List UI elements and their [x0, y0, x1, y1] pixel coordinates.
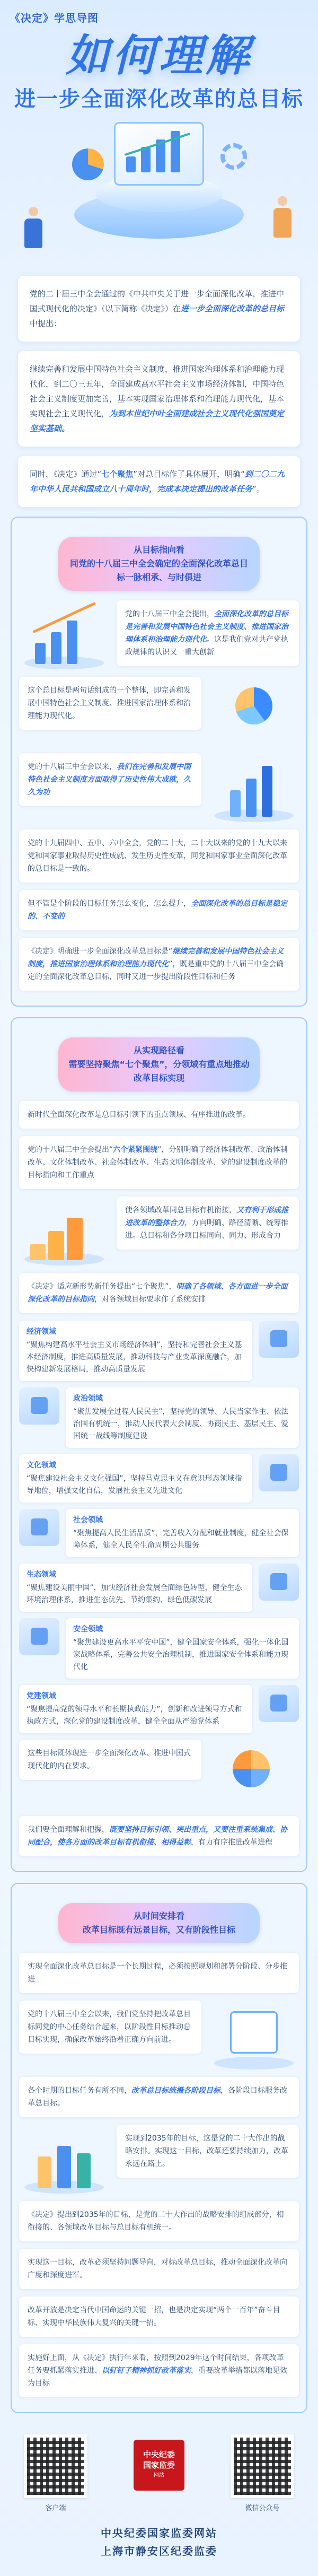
highlight-text: 全面深化改革的总目标是完善和发展中国特色社会主义制度、推进国家治理体系和治理能力现代化 [125, 610, 288, 644]
intro-card-3 [18, 456, 300, 507]
gear-icon [220, 143, 247, 170]
body-text: 这个总目标是两句话组成的一个整体，即完善和发展中国特色社会主义制度、推进国家治理体系和治理能力现代化。 [28, 686, 191, 720]
goal-label: 经济领域 [26, 1328, 56, 1336]
economy-icon [259, 1321, 299, 1358]
content-row [19, 2001, 299, 2069]
text-box [19, 1740, 201, 1780]
body-text: ，各阶段目标服务改革总目标。 [28, 2086, 287, 2108]
text-box [19, 890, 299, 930]
content-row [19, 2077, 299, 2117]
content-row [19, 677, 299, 746]
page-subtitle: 进一步全面深化改革的总目标 [14, 87, 304, 111]
content-row [19, 2344, 299, 2397]
culture-icon [259, 1454, 299, 1491]
content-row [19, 2201, 299, 2241]
section-subtitle: 同党的十八届三中全会确定的全面深化改革总目标一脉相承、与时俱进 [69, 558, 248, 582]
stairs-illustration [19, 1197, 109, 1265]
ecology-icon [259, 1564, 299, 1601]
goal-text: “聚焦提高党的领导水平和长期执政能力”，创新和改进领导方式和执政方式，深化党的建设制度改革，健全全面从严治党体系 [26, 1705, 242, 1726]
text-box [19, 938, 299, 991]
body-text: ，重要改革举措都以落地见效为目标 [28, 2367, 287, 2388]
text-box [19, 2001, 201, 2054]
bar-illustration [209, 753, 299, 822]
highlight-text: 六个紧紧围绕 [113, 1146, 158, 1154]
hero-illustration [64, 111, 254, 255]
intro-text: 同时，《决定》通过“ [30, 469, 102, 479]
goal-label: 党建领域 [26, 1692, 56, 1700]
highlight-text: 改革总目标统摄各阶段目标 [131, 2086, 220, 2095]
content-row [19, 2249, 299, 2289]
body-text: ”，分别明确了经济体制改革、政治体制改革、文化体制改革、社会体制改革、生态文明体制改革、党的建设制度改革的目标指向和工作重点 [28, 1146, 288, 1180]
goal-item-security [19, 1618, 299, 1679]
body-text: 改革开放是决定当代中国命运的关键一招，也是决定实现“两个一百年”奋斗目标、实现中华民族伟大复兴的关键一招。 [28, 2306, 280, 2327]
intro-highlight: 进一步全面深化改革的总目标 [181, 304, 285, 313]
content-row [19, 938, 299, 991]
content-row [19, 829, 299, 883]
goal-text: “聚焦提高人民生活品质”，完善收入分配和就业制度，健全社会保障体系，健全人民全生命周期公共服务 [73, 1529, 289, 1550]
site-logo [134, 2440, 184, 2491]
goal-label: 生态领域 [26, 1570, 56, 1579]
politics-icon [19, 1387, 59, 1425]
content-row [19, 753, 299, 822]
footer [0, 2434, 318, 2576]
body-text: ，对各领域目标要求作了系统安排 [94, 1295, 206, 1304]
text-box [19, 1953, 299, 1993]
text-box [117, 600, 299, 666]
text-box [19, 829, 299, 883]
society-icon [19, 1509, 59, 1546]
section-title: 从时间安排看 [133, 1911, 184, 1921]
qr-code[interactable] [231, 2434, 294, 2498]
content-row [19, 1816, 299, 1856]
text-box [19, 2344, 299, 2397]
goal-text: “聚焦建设美丽中国”，加快经济社会发展全面绿色转型，健全生态环境治理体系，推进生态优先、节约集约、绿色低碳发展 [26, 1584, 242, 1604]
body-text: 实施好上面，从《决定》执行年来看，按照到2029年这个时间结果，各项改革任务要抓紧落实推进、 [28, 2354, 284, 2375]
highlight-text: 全面深化改革的总目标是稳定的、不变的 [28, 900, 287, 921]
section-header [58, 537, 260, 591]
puzzle-icon [233, 1750, 270, 1787]
text-box [117, 2125, 299, 2178]
body-text: 党的十九届四中、五中、六中全会，党的二十大，二十大以来的党的十九大以来党和国家事业取得历史性成就、发生历史性变革，同党和国家事业全面深化改革的总目标是一致的。 [28, 839, 287, 873]
body-text: 党的十八届三中全会提出“ [28, 1146, 113, 1154]
board-bar [141, 147, 151, 172]
content-row [19, 2296, 299, 2337]
content-row [19, 1197, 299, 1265]
person-figure [270, 196, 295, 244]
puzzle-illustration [209, 1740, 299, 1809]
text-box [19, 1273, 299, 1313]
goal-item-society [19, 1509, 299, 1557]
content-row [19, 600, 299, 669]
content-row [19, 1953, 299, 1993]
content-row [19, 1273, 299, 1313]
body-text: 实现全面深化改革总目标是一个长期过程，必须按照规划和部署分阶段、分步推进 [28, 1962, 287, 1984]
body-text: 党的十八届三中全会提出， [125, 610, 214, 618]
body-text: 实现这一目标，改革必须坚持问题导向，对标改革总目标，推动全面深化改革向广度和深度进军。 [28, 2258, 287, 2280]
intro-card-1 [18, 276, 300, 342]
goal-item-ecology [19, 1564, 299, 1612]
goal-label: 社会领域 [73, 1516, 103, 1524]
body-text: 这些目标既体现进一步全面深化改革、推进中国式现代化的内在要求。 [28, 1749, 191, 1770]
goal-text: “聚焦发展全过程人民民主”，坚持党的领导、人民当家作主、依法治国有机统一，推动人民代表大会制度、协商民主、基层民主、爱国统一战线等制度建设 [73, 1408, 289, 1440]
section-timeline [11, 1883, 307, 2413]
section-header [58, 1037, 260, 1091]
text-box [117, 1197, 299, 1250]
body-text: ，方向明确、路径清晰、统筹推进。总目标和各分项目标同向、同力、形成合力 [125, 1219, 288, 1240]
intro-text: 继续完善和发展中国特色社会主义制度，推进国家治理体系和治理能力现代化，到二〇三五年，全面建成高水平社会主义市场经济体制，中国特色社会主义制度更加完善，基本实现国家治理体系和治理能力现代化，基本实现社会主义现代化， [30, 364, 285, 418]
intro-highlight: 到二〇二九年中华人民共和国成立八十周年时，完成本决定提出的改革任务 [30, 469, 285, 494]
body-text: 《决定》适应新形势新任务提出“七个聚焦”， [28, 1282, 176, 1291]
goal-item-economy [19, 1321, 299, 1381]
goal-text: “聚焦构建高水平社会主义市场经济体制”，坚持和完善社会主义基本经济制度，推进高质量发展，推动科技与产业变革深度融合，加快构建新发展格局，推动高质量发展 [26, 1341, 242, 1374]
goal-item-politics [19, 1387, 299, 1448]
person-figure [21, 207, 46, 255]
highlight-text: 又有利于形成推进改革的整体合力 [125, 1206, 288, 1227]
body-text: 我们要全面理解和把握， [28, 1826, 109, 1834]
body-text: 使各领域改革同总目标有机衔接， [125, 1206, 236, 1215]
intro-text: ”。 [252, 484, 264, 494]
intro-text: ”对总目标作了具体展开，明确“ [133, 469, 245, 479]
footer-org [16, 2524, 302, 2560]
body-text: 各个时期的目标任务有所不同， [28, 2086, 131, 2095]
text-box [19, 2201, 299, 2241]
intro-text: 中提出： [30, 319, 62, 328]
body-text: 党的十八届三中全会以来， [28, 763, 117, 771]
goal-item-party-building [19, 1685, 299, 1733]
content-row [19, 2125, 299, 2194]
qr-caption: 客户端 [45, 2504, 66, 2512]
section-title: 从实现路径看 [133, 1045, 184, 1055]
section-goal-direction [11, 517, 307, 1007]
intro-highlight: 为到本世纪中叶全面建成社会主义现代化强国奠定坚实基础。 [30, 409, 285, 433]
goal-label: 政治领域 [73, 1394, 103, 1403]
goal-label: 安全领域 [73, 1625, 103, 1634]
text-box [19, 2077, 299, 2117]
body-text: ”，既是重申党的十八届三中全会确定的全面深化改革总目标，同时又进一步提出阶段性目标和任务 [28, 960, 284, 981]
header [0, 0, 318, 276]
body-text: 实现到2035年的目标，这是党的二十大作出的战略安排。实现这一目标，改革还要持续加力，改革永远在路上。 [125, 2134, 288, 2168]
content-row [19, 1740, 299, 1809]
intro-card-2 [18, 351, 300, 447]
qr-row [16, 2434, 302, 2512]
section-implementation-path [11, 1017, 307, 1872]
qr-client [16, 2434, 95, 2512]
text-box [19, 677, 201, 730]
section-subtitle: 改革目标既有远景目标，又有阶段性目标 [82, 1925, 235, 1935]
highlight-text: 我们在完善和发展中国特色社会主义制度方面取得了历史性伟大成就，久久为功 [28, 763, 191, 797]
growth-illustration [19, 600, 109, 669]
body-text: 。这是我们党对共产党执政规律的认识又一重大创新 [125, 635, 288, 657]
text-box [19, 2249, 299, 2289]
org-name: 上海市静安区纪委监委 [101, 2545, 217, 2557]
logo-text: 国家监委 [143, 2460, 175, 2470]
donut-chart-icon [235, 687, 272, 724]
section-title: 从目标指向看 [133, 545, 184, 555]
highlight-text: 以钉钉子精神抓好改革落实 [102, 2367, 191, 2375]
logo-text: 中央纪委 [143, 2450, 175, 2459]
series-tag: 《决定》学思导图 [10, 12, 99, 24]
qr-wechat [223, 2434, 302, 2512]
text-box [19, 2296, 299, 2337]
goal-text: “聚焦建设社会主义文化强国”，坚持马克思主义在意识形态领域指导地位，增强文化自信，发展社会主义先进文化 [26, 1474, 242, 1495]
goal-item-culture [19, 1454, 299, 1503]
intro-text: 党的二十届三中全会通过的《中共中央关于进一步全面深化改革、推进中国式现代化的决定》（以下简称《决定》）在 [30, 289, 285, 313]
content-row [19, 1136, 299, 1189]
section-header [58, 1903, 260, 1943]
text-box [19, 1136, 299, 1189]
section-subtitle: 需要坚持聚焦“七个聚焦”，分领域有重点地推动改革目标实现 [68, 1059, 250, 1083]
body-text: 《决定》提出到2035年的目标，是党的二十大作出的战略安排的组成部分，相衔接的、各领域改革目标与总目标有机统一。 [28, 2211, 284, 2232]
qr-caption: 微信公众号 [245, 2504, 280, 2512]
calendar-icon [230, 2011, 278, 2054]
body-text: 党的十八届三中全会以来，我们党坚持把改革总目标同党的中心任务结合起来，以阶段性目标推动总目标实现，确保改革始终沿着正确方向前进。 [28, 2010, 191, 2044]
highlight-text: 既要坚持目标引领、突出重点，又要注重系统集成、协同配合，使各方面的改革目标有机衔接、相得益彰 [28, 1826, 287, 1847]
board-bar [126, 156, 136, 172]
body-text: 《决定》明确进一步全面深化改革总目标是“ [28, 947, 173, 956]
body-text: ，有力有序推进改革进程 [191, 1838, 272, 1847]
body-text: 新时代全面深化改革是总目标引领下的重点领域、有序推进的改革。 [28, 1111, 250, 1119]
goal-label: 文化领域 [26, 1461, 56, 1470]
org-name: 中央纪委国家监委网站 [101, 2527, 217, 2539]
intro-highlight: 七个聚焦 [101, 469, 134, 479]
party-icon [259, 1685, 299, 1722]
shield-icon [19, 1618, 59, 1655]
logo-text: 网站 [154, 2473, 164, 2478]
highlight-text: 继续完善和发展中国特色社会主义制度，推进国家治理体系和治理能力现代化 [28, 947, 284, 968]
pie-chart-icon [72, 149, 104, 180]
goal-text: “聚焦建设更高水平平安中国”，健全国家安全体系，强化一体化国家战略体系，完善公共安全治理机制，推进国家安全体系和能力现代化 [73, 1638, 289, 1671]
arrow-up-icon [32, 602, 96, 633]
content-row [19, 1101, 299, 1129]
text-box [19, 753, 201, 806]
calendar-illustration [209, 2001, 299, 2069]
team-illustration [19, 2125, 109, 2194]
chart-illustration [209, 677, 299, 746]
body-text: 但不管是个阶段的目标任务怎么变化，怎么提升， [28, 900, 191, 908]
qr-code[interactable] [24, 2434, 87, 2498]
highlight-text: 明确了各领域、各方面进一步全面深化改革的目标指向 [28, 1282, 288, 1304]
text-box [19, 1816, 299, 1856]
text-box [19, 1101, 299, 1129]
page-title: 如何理解 [66, 31, 252, 81]
content-row [19, 890, 299, 930]
